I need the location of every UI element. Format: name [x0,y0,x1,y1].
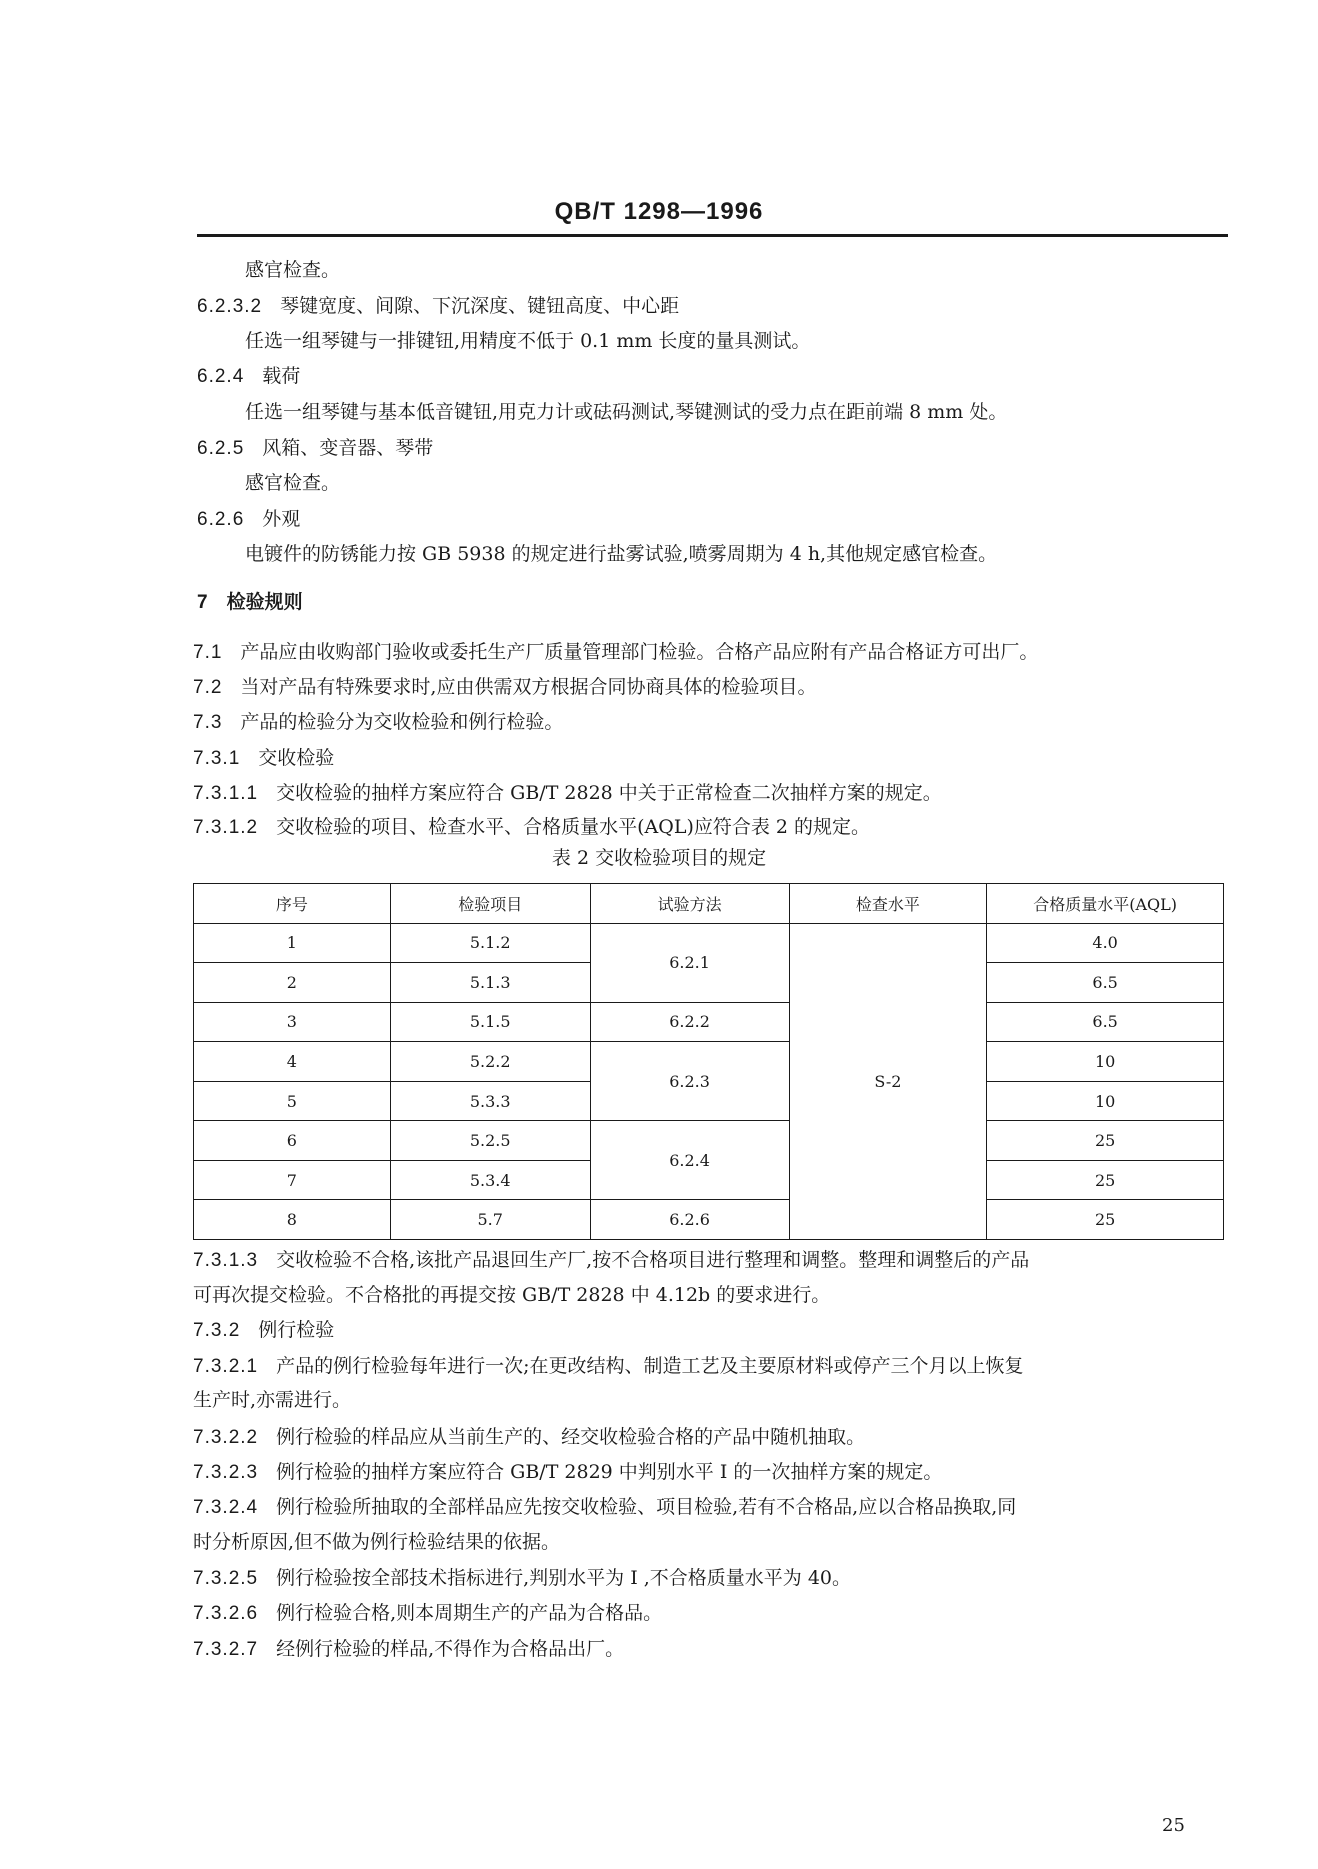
header-rule [197,234,1228,237]
table-row [194,1002,1224,1042]
cell-item: 5.1.3 [390,963,590,1003]
page-number: 25 [1162,1815,1185,1836]
standard-code: QB/T 1298—1996 [554,198,764,225]
cell-no: 6 [194,1121,391,1161]
clause-line: 7.1 产品应由收购部门验收或委托生产厂质量管理部门检验。合格产品应附有产品合格证方可出厂。 [193,641,1039,663]
cell-aql: 25 [987,1160,1224,1200]
table-header: 合格质量水平(AQL) [987,884,1224,924]
cell-aql: 6.5 [987,963,1224,1003]
cell-aql: 25 [987,1200,1224,1240]
text-line: 感官检查。 [245,259,341,281]
cell-method: 6.2.4 [590,1121,789,1200]
cell-item: 5.3.3 [390,1081,590,1121]
cell-method: 6.2.3 [590,1042,789,1121]
inspection-table [193,883,1224,1240]
cell-item: 5.2.5 [390,1121,590,1161]
cell-level: S-2 [789,923,987,1239]
text-line: 可再次提交检验。不合格批的再提交按 GB/T 2828 中 4.12b 的要求进行。 [193,1284,831,1306]
table-row [194,1042,1224,1082]
clause-line: 7.3.1.2 交收检验的项目、检查水平、合格质量水平(AQL)应符合表 2 的规定。 [193,816,871,838]
clause-line: 7.3.2.4 例行检验所抽取的全部样品应先按交收检验、项目检验,若有不合格品,应以合格品换取,同 [193,1496,1017,1518]
table-row [194,923,1224,963]
cell-no: 7 [194,1160,391,1200]
clause-line: 7.3.1.1 交收检验的抽样方案应符合 GB/T 2828 中关于正常检查二次抽样方案的规定。 [193,782,942,804]
cell-item: 5.1.2 [390,923,590,963]
section-heading: 7 检验规则 [197,591,303,613]
clause-line: 7.3.1.3 交收检验不合格,该批产品退回生产厂,按不合格项目进行整理和调整。整理和调整后的产品 [193,1249,1030,1271]
cell-aql: 10 [987,1081,1224,1121]
cell-no: 2 [194,963,391,1003]
clause-line: 7.3.2 例行检验 [193,1319,335,1341]
text-line: 时分析原因,但不做为例行检验结果的依据。 [193,1531,561,1553]
table-header: 试验方法 [590,884,789,924]
clause-line: 7.3 产品的检验分为交收检验和例行检验。 [193,711,564,733]
cell-method: 6.2.6 [590,1200,789,1240]
text-line: 感官检查。 [245,472,341,494]
clause-line: 7.3.2.7 经例行检验的样品,不得作为合格品出厂。 [193,1638,625,1660]
table-header-row [194,884,1224,924]
cell-no: 3 [194,1002,391,1042]
clause-line: 7.3.2.1 产品的例行检验每年进行一次;在更改结构、制造工艺及主要原材料或停产三个月以上恢复 [193,1355,1024,1377]
clause-line: 6.2.3.2 琴键宽度、间隙、下沉深度、键钮高度、中心距 [197,295,680,317]
table-row [194,1121,1224,1161]
cell-method: 6.2.2 [590,1002,789,1042]
clause-line: 7.3.2.3 例行检验的抽样方案应符合 GB/T 2829 中判别水平 I 的一次抽样方案的规定。 [193,1461,943,1483]
clause-line: 7.3.2.6 例行检验合格,则本周期生产的产品为合格品。 [193,1602,663,1624]
cell-item: 5.1.5 [390,1002,590,1042]
text-line: 任选一组琴键与基本低音键钮,用克力计或砝码测试,琴键测试的受力点在距前端 8 mm 处。 [245,401,1008,423]
clause-line: 6.2.4 载荷 [197,365,301,387]
cell-no: 1 [194,923,391,963]
cell-aql: 4.0 [987,923,1224,963]
table-header: 序号 [194,884,391,924]
cell-aql: 10 [987,1042,1224,1082]
table-caption: 表 2 交收检验项目的规定 [551,847,767,869]
cell-aql: 25 [987,1121,1224,1161]
clause-line: 7.3.2.2 例行检验的样品应从当前生产的、经交收检验合格的产品中随机抽取。 [193,1426,866,1448]
cell-no: 5 [194,1081,391,1121]
clause-line: 7.2 当对产品有特殊要求时,应由供需双方根据合同协商具体的检验项目。 [193,676,817,698]
table-row [194,1200,1224,1240]
cell-aql: 6.5 [987,1002,1224,1042]
table-header: 检查水平 [789,884,987,924]
text-line: 电镀件的防锈能力按 GB 5938 的规定进行盐雾试验,喷雾周期为 4 h,其他规定感官检查。 [245,543,998,565]
clause-line: 6.2.6 外观 [197,508,301,530]
table-header: 检验项目 [390,884,590,924]
clause-line: 7.3.1 交收检验 [193,747,335,769]
cell-item: 5.7 [390,1200,590,1240]
cell-no: 4 [194,1042,391,1082]
clause-line: 7.3.2.5 例行检验按全部技术指标进行,判别水平为 I ,不合格质量水平为 40。 [193,1567,851,1589]
cell-item: 5.3.4 [390,1160,590,1200]
text-line: 任选一组琴键与一排键钮,用精度不低于 0.1 mm 长度的量具测试。 [245,330,811,352]
clause-line: 6.2.5 风箱、变音器、琴带 [197,437,434,459]
text-line: 生产时,亦需进行。 [193,1389,352,1411]
cell-item: 5.2.2 [390,1042,590,1082]
cell-method: 6.2.1 [590,923,789,1002]
cell-no: 8 [194,1200,391,1240]
